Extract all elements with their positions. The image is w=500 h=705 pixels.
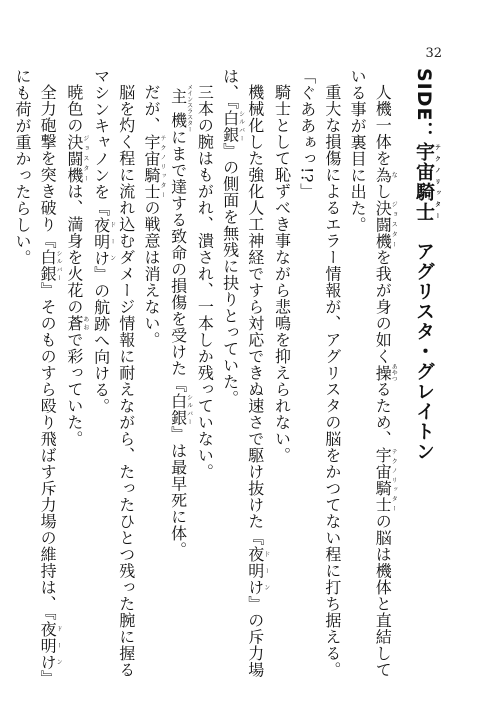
ruby-word: 主機メインスラスター	[168, 84, 193, 132]
novel-text	[12, 68, 441, 680]
text-run: の脳は機体と直結している事が裏目に出た。	[348, 68, 393, 678]
paragraph	[294, 68, 319, 680]
text-run: 』の航跡へ向ける。	[91, 266, 111, 415]
paragraph	[269, 68, 294, 680]
text-run: し	[373, 183, 393, 200]
ruby-word: 宇宙騎士テクノリッター	[373, 447, 398, 513]
paragraph	[217, 68, 269, 680]
text-run: だが、	[141, 84, 161, 134]
paragraph	[345, 68, 397, 680]
paragraph	[62, 68, 89, 680]
ruby-word: 蒼あお	[64, 315, 89, 332]
ruby-word: 白銀シルバー	[168, 393, 193, 426]
ruby-word: 夜明けドーン	[245, 546, 270, 596]
heading-suffix: アグリスタ・グレイトン	[413, 221, 435, 462]
ruby-word: 操あやつ	[373, 363, 398, 382]
text-run: 暁色の	[64, 84, 84, 134]
text-run: 』にも荷が重かったらしい。	[12, 68, 58, 679]
text-run: 騎士として恥ずべき事ながら悲鳴を抑えられない。	[272, 84, 292, 464]
text-run: 』は最早死に体。	[168, 426, 188, 558]
text-run: 』そのものすら殴り飛ばす斥力場の維持は、『	[38, 282, 58, 621]
ruby-word: 夜明けドーン	[91, 216, 116, 266]
text-run: で彩っていた。	[64, 331, 84, 447]
paragraph	[139, 68, 166, 680]
ruby-word: 為な	[373, 166, 398, 183]
text-run: 重大な損傷によるエラー情報が、アグリスタの脳をかつてない程に打ち据える。	[322, 84, 342, 678]
text-run: 全力砲撃を突き破り『	[38, 84, 58, 249]
text-run: 人機一体を	[373, 84, 393, 167]
paragraph	[10, 68, 62, 680]
text-run: 脳を灼く程に流れ込むダメージ情報に耐えながら、たったひとつ残った腕に握るマシンキャノンを『	[91, 68, 136, 678]
ruby-word: 白銀シルバー	[38, 249, 63, 282]
text-run: 機械化した強化人工神経ですら対応できぬ速さで駆け抜けた	[245, 84, 265, 530]
heading-ruby: 宇宙騎士テクノリッター	[413, 141, 441, 222]
text-run: 『	[220, 101, 240, 110]
text-run: 「ぐああぁっ!?」	[297, 68, 317, 200]
text-run: にまで達する致命の損傷を受けた『	[168, 129, 188, 393]
text-run: るため、	[373, 381, 393, 447]
page-number: 32	[425, 46, 442, 61]
ruby-word: 決闘機ジョスター	[64, 133, 89, 183]
paragraph	[320, 68, 345, 680]
text-run: は、満身を火花の	[64, 183, 84, 315]
text-run: 』の斥力場は、	[220, 68, 265, 678]
ruby-word: 夜明けドーン	[38, 620, 63, 670]
ruby-word: 宇宙騎士テクノリッター	[141, 133, 166, 200]
text-run: 三本の腕はもがれ、潰され、一本しか残っていない。	[195, 84, 215, 480]
text-run: 』の側面を無残に抉りとっていた。	[220, 142, 240, 407]
ruby-word: 白銀シルバー	[220, 109, 245, 143]
paragraph	[88, 68, 138, 680]
paragraph	[165, 68, 192, 680]
ruby-word: 決闘機ジョスター	[373, 199, 398, 249]
heading-prefix: SIDE：	[413, 68, 435, 142]
text-run: を我が身の如く	[373, 249, 393, 365]
text-run: 『	[245, 529, 265, 546]
text-run: の戦意は消えない。	[141, 199, 161, 348]
paragraph	[192, 68, 217, 680]
section-heading	[411, 68, 440, 680]
